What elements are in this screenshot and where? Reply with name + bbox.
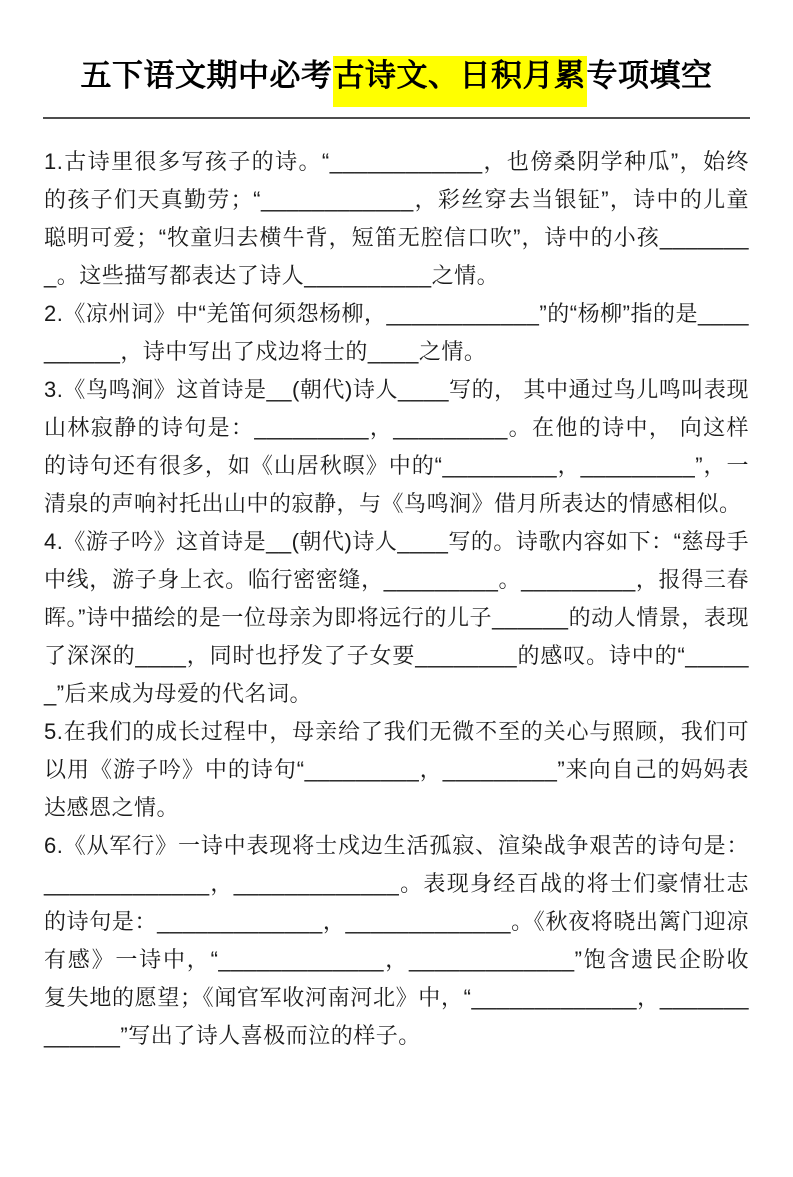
title-divider-rule — [43, 117, 750, 119]
worksheet-page — [0, 56, 793, 1177]
question-3: 3.《鸟鸣涧》这首诗是__(朝代)诗人____写的， 其中通过鸟儿鸣叫表现山林寂静的诗句是：_________，_________。在他的诗中， 向这样的诗句还有很多，如《山居秋暝》中的“_________，_________”，一清泉的声响衬托出山中的寂静，与《鸟鸣涧》借月所表达的情感相似。 — [44, 376, 749, 516]
question-4: 4.《游子吟》这首诗是__(朝代)诗人____写的。诗歌内容如下：“慈母手中线，游子身上衣。临行密密缝，_________。_________，报得三春晖。”诗中描绘的是一位母亲为即将远行的儿子______的动人情景，表现了深深的____，同时也抒发了子女要________的感叹。诗中的“______”后来成为母爱的代名词。 — [44, 528, 749, 706]
question-1: 1.古诗里很多写孩子的诗。“____________，也傍桑阴学种瓜”，始终的孩子们天真勤劳；“____________，彩丝穿去当银钲”，诗中的儿童聪明可爱；“牧童归去横牛背，短笛无腔信口吹”，诗中的小孩________。这些描写都表达了诗人__________之情。 — [44, 148, 749, 288]
page-title-prefix: 五下语文期中必考 — [80, 58, 333, 93]
page-title-highlight: 古诗文、日积月累 — [333, 56, 587, 107]
question-2: 2.《凉州词》中“羌笛何须怨杨柳，____________”的“杨柳”指的是__________，诗中写出了戍边将士的____之情。 — [44, 300, 749, 364]
question-list — [44, 143, 749, 1055]
page-title — [0, 56, 793, 96]
question-5: 5.在我们的成长过程中，母亲给了我们无微不至的关心与照顾，我们可以用《游子吟》中的诗句“_________，_________”来向自己的妈妈表达感恩之情。 — [44, 718, 749, 820]
question-6: 6.《从军行》一诗中表现将士戍边生活孤寂、渲染战争艰苦的诗句是：_____________，_____________。表现身经百战的将士们豪情壮志的诗句是：_____________，_____________。《秋夜将晓出篱门迎凉有感》一诗中，“_____________，_____________”饱含遗民企盼收复失地的愿望；《闻官军收河南河北》中，“_____________，_____________”写出了诗人喜极而泣的样子。 — [44, 832, 749, 1048]
page-title-suffix: 专项填空 — [586, 58, 713, 93]
